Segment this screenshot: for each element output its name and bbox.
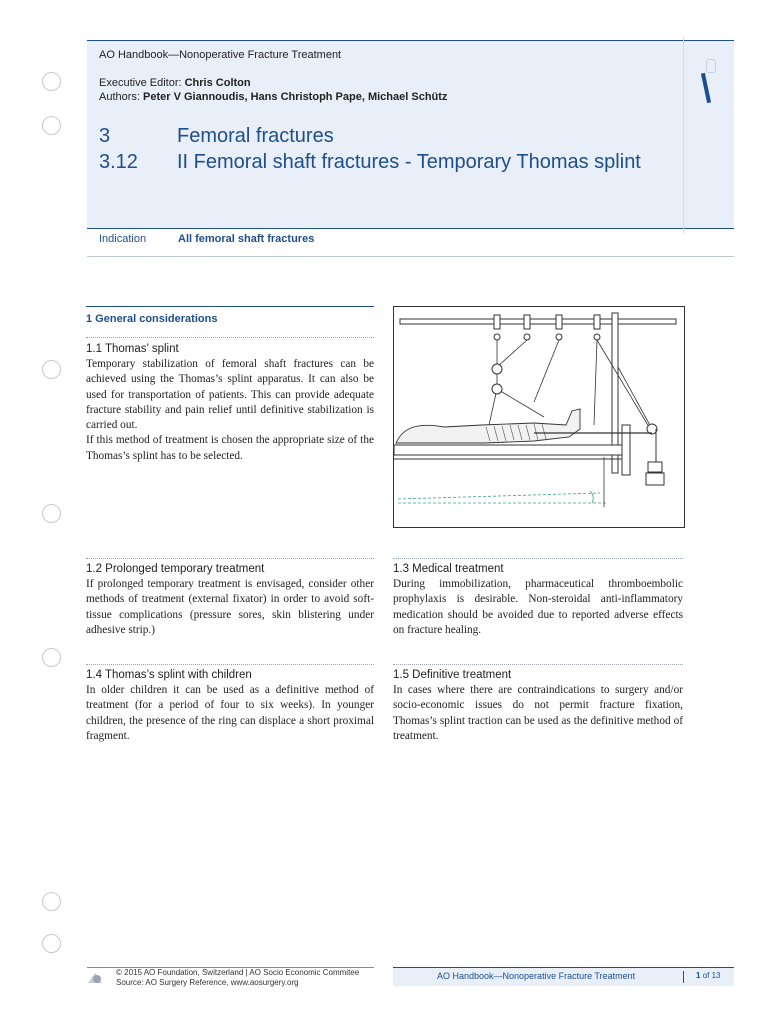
book-title: AO Handbook—Nonoperative Fracture Treatment xyxy=(99,49,342,61)
paragraph-1-1-b: If this method of treatment is chosen the appropriate size of the Thomas’s splint has to be selected. xyxy=(86,434,374,462)
footer-book-title: AO Handbook—Nonoperative Fracture Treatment xyxy=(437,971,636,981)
paragraph-1-5: In cases where there are contraindications to surgery and/or socio-economic issues do not permit fracture fixation, Thomas’s splint traction can be used as the definitive method of treatment. xyxy=(393,684,683,742)
footer-band xyxy=(393,967,734,986)
page-current: 1 xyxy=(696,971,701,980)
paragraph-1-2: If prolonged temporary treatment is envisaged, consider other methods of treatment (external fixator) in order to avoid soft-tissue complications (pressure sores, skin blistering under adhesive strip.) xyxy=(86,578,374,636)
divider xyxy=(86,664,374,665)
editor-name: Chris Colton xyxy=(184,77,251,89)
binder-hole xyxy=(42,504,61,523)
paragraph-1-4: In older children it can be used as a definitive method of treatment (for a period of four to six weeks). In younger children, the presence of the ring can displace a short proximal fragment. xyxy=(86,684,374,742)
paragraph-1-1-a: Temporary stabilization of femoral shaft fractures can be achieved using the Thomas’s splint apparatus. It can also be used for transportation of patients. This can provide adequate fracture stability and pain relief until definitive stabilization is carried out. xyxy=(86,358,374,432)
section-heading: 1 General considerations xyxy=(86,306,374,325)
executive-editor xyxy=(99,77,251,89)
paragraph-1-1 xyxy=(86,357,374,464)
subsection-title-1-3: 1.3 Medical treatment xyxy=(393,563,504,575)
divider xyxy=(87,256,734,257)
chapter-number: 3 xyxy=(99,125,111,147)
binder-hole xyxy=(42,648,61,667)
editor-label: Executive Editor: xyxy=(99,77,182,89)
ao-logo-icon xyxy=(87,969,103,985)
paragraph-1-3: During immobilization, pharmaceutical thromboembolic prophylaxis is desirable. Non-steroidal anti-inflammatory medication should be avoided due to reported adverse effects on fracture healing. xyxy=(393,578,683,636)
ribbon-mark-icon xyxy=(701,73,711,103)
page-total: of 13 xyxy=(702,971,721,980)
binder-hole xyxy=(42,116,61,135)
authors-label: Authors: xyxy=(99,91,140,103)
indication-value: All femoral shaft fractures xyxy=(178,233,315,245)
authors-names: Peter V Giannoudis, Hans Christoph Pape, Michael Schütz xyxy=(143,91,448,103)
divider xyxy=(393,664,683,665)
thomas-splint-drawing xyxy=(394,307,684,527)
divider xyxy=(393,558,683,559)
binder-hole xyxy=(42,72,61,91)
subsection-title-1-4: 1.4 Thomas’s splint with children xyxy=(86,669,252,681)
header-ribbon xyxy=(683,37,734,233)
copyright-text: © 2015 AO Foundation, Switzerland | AO Socio Economic Commitee xyxy=(116,968,360,977)
page-indicator xyxy=(683,971,720,983)
section-title: II Femoral shaft fractures - Temporary Thomas splint xyxy=(177,151,641,173)
source-text: Source: AO Surgery Reference, www.aosurgery.org xyxy=(116,978,299,987)
footer-credits xyxy=(116,968,359,988)
subsection-title-1-2: 1.2 Prolonged temporary treatment xyxy=(86,563,265,575)
binder-hole xyxy=(42,360,61,379)
subsection-title-1-1: 1.1 Thomas’ splint xyxy=(86,343,179,355)
authors xyxy=(99,91,447,103)
divider xyxy=(86,337,374,338)
ribbon-ghost-icon xyxy=(706,59,716,73)
binder-hole xyxy=(42,892,61,911)
section-number: 3.12 xyxy=(99,151,138,173)
binder-hole xyxy=(42,934,61,953)
indication-label: Indication xyxy=(99,233,147,245)
thomas-splint-illustration xyxy=(393,306,685,528)
document-header xyxy=(87,40,734,229)
chapter-title: Femoral fractures xyxy=(177,125,334,147)
divider xyxy=(86,558,374,559)
subsection-title-1-5: 1.5 Definitive treatment xyxy=(393,669,512,681)
